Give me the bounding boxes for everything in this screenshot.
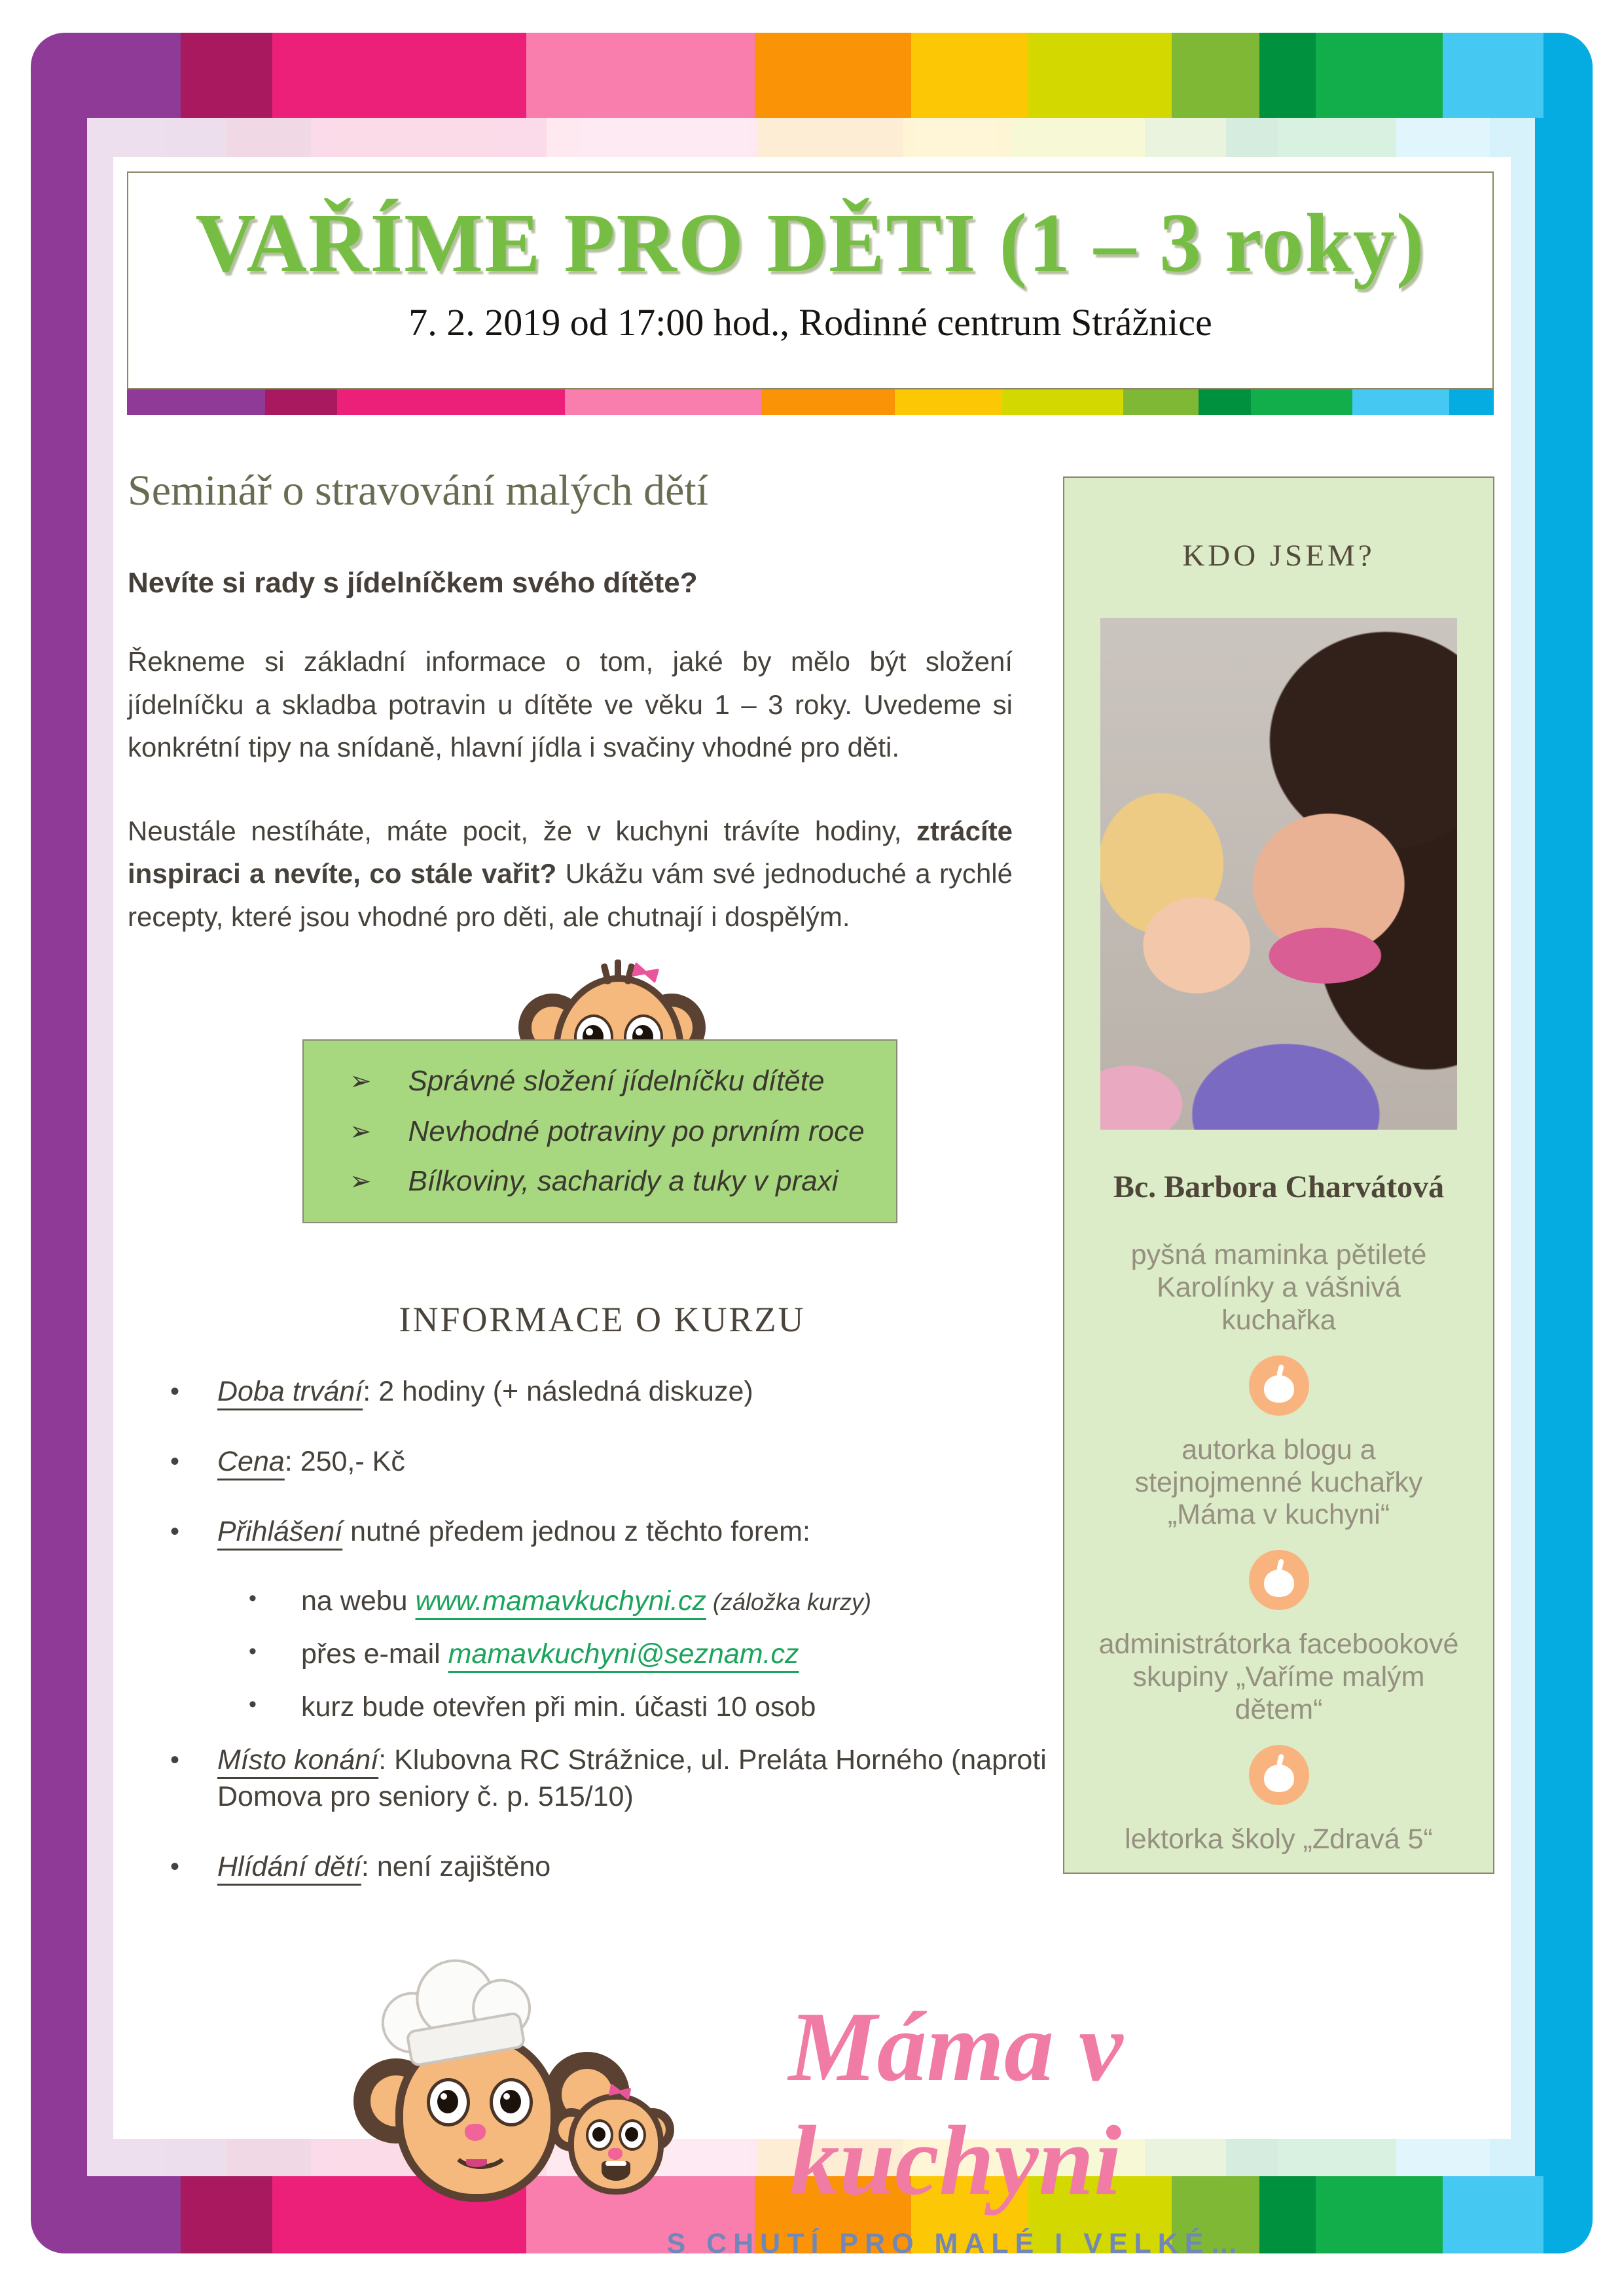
course-bullet-item: [249, 1636, 1100, 1673]
text-run: Cena: [217, 1445, 285, 1477]
course-info-heading: INFORMACE O KURZU: [399, 1300, 806, 1339]
stripe: [1316, 33, 1443, 118]
right-border: [1535, 118, 1593, 2176]
course-item-text: [301, 1583, 1100, 1620]
stripe: [1352, 389, 1449, 415]
bullet-icon: •: [249, 1691, 257, 1717]
stripe: [1449, 389, 1494, 415]
sidebar-heading: KDO JSEM?: [1182, 539, 1375, 573]
eye-icon: [619, 2119, 646, 2151]
stripe: [1145, 118, 1226, 157]
text-run: Ukážu vám své jednoduché a rychlé recepty, které jsou vhodné pro děti, ale chutnají i dospělým.: [128, 858, 1013, 932]
stripe: [547, 118, 758, 157]
stripe: [903, 118, 1012, 157]
stripe: [1226, 118, 1278, 157]
intro-paragraph-1: Řekneme si základní informace o tom, jaké by mělo být složení jídelníčku a skladba potravin u dítěte ve věku 1 – 3 roky. Uvedeme si konkrétní tipy na snídaně, hlavní jídla i svačiny vhodné pro děti.: [128, 646, 1013, 763]
text-run: : není zajištěno: [361, 1851, 551, 1882]
apple-icon: [1249, 1355, 1309, 1416]
apple-icon: [1249, 1550, 1309, 1610]
main-content: [128, 466, 1013, 938]
stripe: [1259, 33, 1316, 118]
hair-tuft-icon: [615, 960, 621, 980]
bullet-icon: •: [249, 1586, 257, 1611]
text-run: Neustále nestíháte, máte pocit, že v kuchyni trávíte hodiny,: [128, 815, 916, 846]
text-run: kurz bude otevřen při min. účasti 10 osob: [301, 1691, 816, 1723]
topic-item: [304, 1115, 896, 1148]
stripe: [1396, 118, 1490, 157]
stripe: [31, 2176, 181, 2253]
course-item-text: [217, 1443, 1100, 1480]
stripe: [31, 33, 181, 118]
left-border: [31, 118, 87, 2176]
stripe: [1396, 2139, 1490, 2176]
course-bullet-item: [249, 1689, 1100, 1726]
rainbow-divider: [127, 389, 1494, 415]
course-item-text: [217, 1373, 1100, 1410]
stripe: [565, 389, 761, 415]
stripe: [1543, 33, 1593, 118]
stripe: [1490, 118, 1535, 157]
topic-label: Správné složení jídelníčku dítěte: [408, 1064, 825, 1097]
stripe: [1251, 389, 1352, 415]
mouth-icon: [602, 2161, 630, 2181]
stripe: [1012, 118, 1145, 157]
text-run: : Klubovna RC Strážnice, ul. Preláta Horného (naproti Domova pro seniory č. p. 515/10): [217, 1744, 1047, 1813]
author-role: pyšná maminka pětileté Karolínky a vášnivá kuchařka: [1130, 1239, 1427, 1336]
stripe: [1316, 2176, 1443, 2253]
stripe: [1172, 33, 1259, 118]
course-bullet-item: [170, 1373, 1100, 1410]
brand-name: Máma v kuchyni: [788, 1992, 1123, 2215]
brand-block: [655, 1990, 1257, 2260]
text-run: (záložka kurzy): [706, 1588, 872, 1616]
kid-monkey-head-icon: [568, 2094, 664, 2195]
bullet-icon: •: [249, 1639, 257, 1664]
top-stripe-band: [31, 33, 1593, 118]
nose-icon: [608, 2148, 623, 2160]
eye-icon: [586, 2119, 613, 2151]
inline-link[interactable]: www.mamavkuchyni.cz: [415, 1585, 706, 1617]
text-run: Hlídání dětí: [217, 1851, 361, 1882]
text-run: Přihlášení: [217, 1515, 343, 1547]
course-bullet-item: [249, 1583, 1100, 1620]
stripe: [1490, 2139, 1535, 2176]
stripe: [1199, 389, 1251, 415]
apple-icon: [1249, 1745, 1309, 1805]
author-roles: [1064, 1239, 1493, 1856]
logo-monkeys-icon: [353, 1960, 681, 2186]
stripe: [1443, 33, 1543, 118]
course-item-text: [217, 1848, 1100, 1886]
course-item-text: [301, 1636, 1100, 1673]
stripe: [1278, 2139, 1396, 2176]
topic-item: [304, 1065, 896, 1098]
author-name: Bc. Barbora Charvátová: [1113, 1170, 1445, 1204]
inline-link[interactable]: mamavkuchyni@seznam.cz: [448, 1638, 799, 1670]
text-run: Doba trvání: [217, 1376, 363, 1407]
topic-label: Bílkoviny, sacharidy a tuky v praxi: [408, 1165, 839, 1198]
stripe: [911, 33, 1028, 118]
bullet-icon: •: [170, 1516, 180, 1546]
left-border-faded: [87, 157, 113, 2139]
section-heading: Seminář o stravování malých dětí: [128, 467, 709, 514]
topics-box: [302, 1039, 897, 1223]
header-box: [127, 171, 1494, 389]
event-date-line: 7. 2. 2019 od 17:00 hod., Rodinné centrum Strážnice: [408, 301, 1212, 344]
topic-label: Nevhodné potraviny po prvním roce: [408, 1115, 865, 1147]
stripe: [181, 2176, 272, 2253]
author-role: lektorka školy „Zdravá 5“: [1125, 1823, 1433, 1855]
portrait-photo: [1100, 618, 1457, 1130]
about-sidebar: [1063, 476, 1494, 1874]
course-bullet-item: [170, 1513, 1100, 1551]
course-info-list: [170, 1373, 1100, 1918]
stripe: [1028, 33, 1172, 118]
text-run: Místo konání: [217, 1744, 379, 1776]
text-run: nutné předem jednou z těchto forem:: [342, 1515, 810, 1547]
lip-icon: [466, 2159, 487, 2167]
text-run: přes e-mail: [301, 1638, 448, 1670]
stripe: [181, 33, 272, 118]
stripe: [755, 33, 911, 118]
stripe: [226, 118, 310, 157]
intro-question: Nevíte si rady s jídelníčkem svého dítěte?: [128, 567, 698, 599]
eye-icon: [490, 2078, 533, 2126]
bullet-icon: •: [170, 1377, 180, 1406]
eye-icon: [427, 2078, 470, 2126]
bow-icon: [608, 2083, 631, 2100]
stripe: [758, 118, 903, 157]
course-item-text: [217, 1513, 1100, 1551]
text-run: na webu: [301, 1585, 416, 1617]
stripe: [87, 118, 226, 157]
topic-item: [304, 1165, 896, 1198]
stripe: [1543, 2176, 1593, 2253]
course-item-text: [301, 1689, 1100, 1726]
right-border-faded: [1511, 157, 1535, 2139]
stripe: [895, 389, 1002, 415]
arrow-bullet-icon: ➢: [350, 1167, 372, 1196]
page-title: VAŘÍME PRO DĚTI (1 – 3 roky): [195, 196, 1426, 289]
stripe: [337, 389, 565, 415]
stripe: [1123, 389, 1199, 415]
stripe: [761, 389, 895, 415]
author-role: administrátorka facebookové skupiny „Vaříme malým dětem“: [1098, 1628, 1459, 1725]
stripe: [311, 118, 547, 157]
course-sub-list: [249, 1583, 1100, 1725]
intro-paragraph-2: [128, 810, 1013, 939]
stripe: [127, 389, 265, 415]
stripe: [1443, 2176, 1543, 2253]
stripe: [1259, 2176, 1316, 2253]
bullet-icon: •: [170, 1852, 180, 1881]
stripe: [1002, 389, 1123, 415]
arrow-bullet-icon: ➢: [350, 1066, 372, 1096]
arrow-bullet-icon: ➢: [350, 1117, 372, 1146]
course-bullet-item: [170, 1848, 1100, 1886]
stripe: [265, 389, 337, 415]
brand-tagline: S CHUTÍ PRO MALÉ I VELKÉ…: [666, 2228, 1245, 2259]
course-bullet-item: [170, 1443, 1100, 1480]
text-run: ztrácíte inspiraci a nevíte, co stále vařit?: [128, 815, 1013, 889]
stripe: [1278, 118, 1396, 157]
text-run: : 250,- Kč: [284, 1445, 405, 1477]
stripe: [272, 33, 527, 118]
bullet-icon: •: [170, 1446, 180, 1476]
stripe: [526, 33, 755, 118]
course-bullet-item: [170, 1742, 1100, 1816]
bullet-icon: •: [170, 1745, 180, 1774]
stripe: [87, 2139, 226, 2176]
author-role: autorka blogu a stejnojmenné kuchařky „Máma v kuchyni“: [1134, 1433, 1423, 1531]
text-run: : 2 hodiny (+ následná diskuze): [363, 1376, 753, 1407]
course-item-text: [217, 1742, 1100, 1816]
stripe: [226, 2139, 310, 2176]
top-stripe-band-faded: [87, 118, 1535, 157]
